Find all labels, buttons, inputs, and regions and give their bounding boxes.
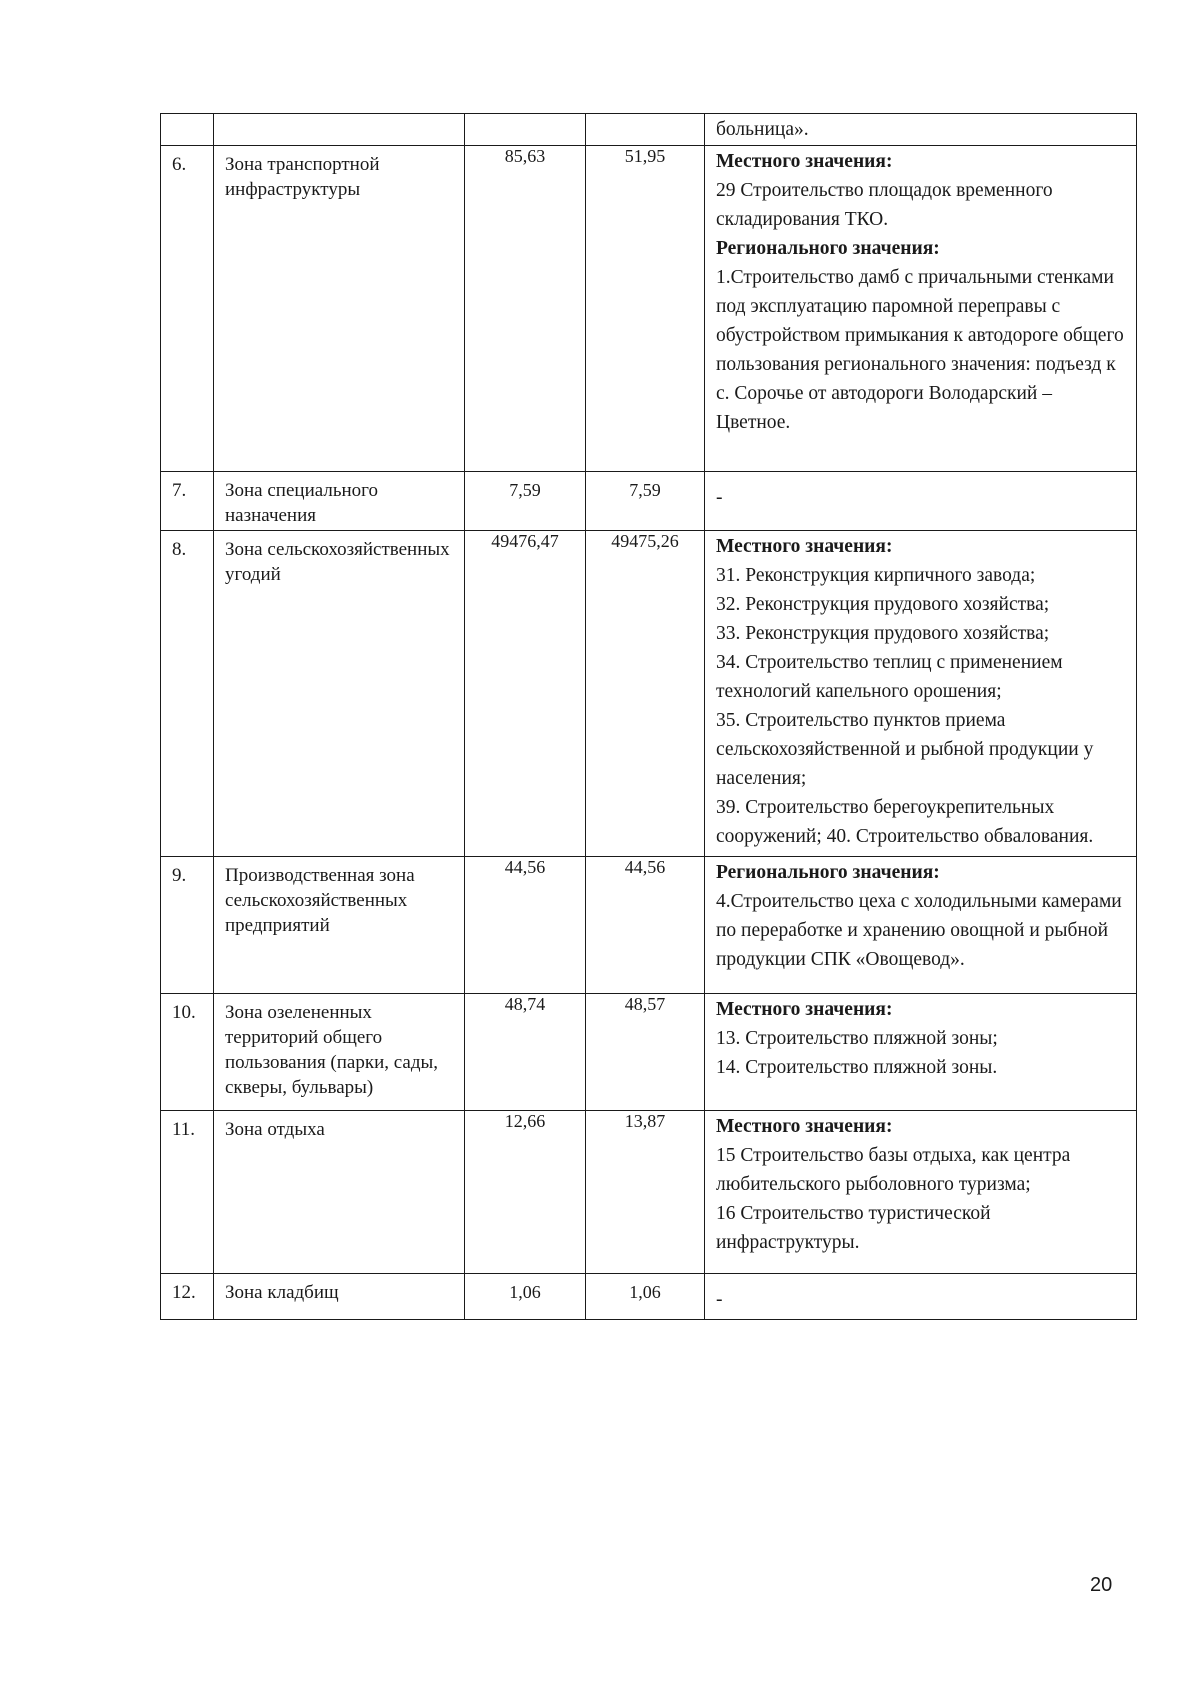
significance-header: Местного значения: bbox=[716, 999, 893, 1020]
activity-item: 33. Реконструкция прудового хозяйства; bbox=[716, 623, 1050, 644]
table-row bbox=[161, 1111, 1137, 1274]
zone-name-cell bbox=[214, 472, 465, 531]
area-planned: 51,95 bbox=[624, 146, 666, 166]
zone-name-cell bbox=[214, 857, 465, 994]
area-planned: 49475,26 bbox=[611, 531, 679, 551]
significance-header: Местного значения: bbox=[716, 151, 893, 172]
row-number: 10. bbox=[172, 1002, 196, 1023]
area-existing-cell bbox=[465, 114, 586, 146]
row-number-cell bbox=[161, 1111, 214, 1274]
zone-name-cell bbox=[214, 114, 465, 146]
activities-list bbox=[705, 994, 1136, 1083]
zone-name: Зона специального назначения bbox=[225, 480, 378, 526]
zones-table-body bbox=[161, 114, 1137, 1320]
zone-name-cell bbox=[214, 146, 465, 472]
activity-item: 35. Строительство пунктов приема сельскохозяйственной и рыбной продукции у населения; bbox=[716, 710, 1094, 789]
zones-table bbox=[160, 113, 1137, 1320]
area-planned: 7,59 bbox=[629, 480, 661, 500]
activity-item: 1.Строительство дамб с причальными стенками под эксплуатацию паромной переправы с обустройством примыкания к автодороге общего пользования регионального значения: подъезд к с. Сорочье от автодороги Володарский – Цветное. bbox=[716, 267, 1124, 433]
area-existing: 12,66 bbox=[504, 1111, 546, 1131]
row-number-cell bbox=[161, 857, 214, 994]
row-number: 11. bbox=[172, 1119, 196, 1140]
table-row bbox=[161, 857, 1137, 994]
zone-name bbox=[214, 114, 464, 122]
significance-header: Регионального значения: bbox=[716, 238, 940, 259]
row-number-cell bbox=[161, 114, 214, 146]
row-number-cell bbox=[161, 1274, 214, 1320]
area-planned-cell bbox=[586, 857, 705, 994]
area-existing-cell bbox=[465, 1111, 586, 1274]
area-planned-cell bbox=[586, 531, 705, 857]
area-planned-cell bbox=[586, 994, 705, 1111]
row-number-cell bbox=[161, 994, 214, 1111]
activity-item: 34. Строительство теплиц с применением технологий капельного орошения; bbox=[716, 652, 1063, 702]
area-planned-cell bbox=[586, 1111, 705, 1274]
row-number-cell bbox=[161, 531, 214, 857]
activities-list bbox=[705, 531, 1136, 852]
zone-name: Зона сельскохозяйственных угодий bbox=[225, 539, 450, 585]
area-planned-cell bbox=[586, 146, 705, 472]
activities-cell bbox=[705, 857, 1137, 994]
activities-cell bbox=[705, 531, 1137, 857]
area-existing: 44,56 bbox=[504, 857, 546, 877]
activity-item: 32. Реконструкция прудового хозяйства; bbox=[716, 594, 1050, 615]
area-existing-cell bbox=[465, 472, 586, 531]
significance-header: Местного значения: bbox=[716, 536, 893, 557]
activities-cell bbox=[705, 994, 1137, 1111]
row-number-cell bbox=[161, 472, 214, 531]
activities-cell bbox=[705, 1274, 1137, 1320]
activity-item: 13. Строительство пляжной зоны; bbox=[716, 1028, 998, 1049]
activities-cell bbox=[705, 1111, 1137, 1274]
area-existing: 49476,47 bbox=[491, 531, 559, 551]
activity-item: 39. Строительство берегоукрепительных сооружений; 40. Строительство обвалования. bbox=[716, 797, 1094, 847]
area-planned: 48,57 bbox=[624, 994, 666, 1014]
row-number: 8. bbox=[172, 539, 187, 560]
area-planned-cell bbox=[586, 114, 705, 146]
document-page bbox=[160, 113, 1131, 1320]
area-planned-cell bbox=[586, 1274, 705, 1320]
table-row bbox=[161, 994, 1137, 1111]
activity-item: 29 Строительство площадок временного складирования ТКО. bbox=[716, 180, 1053, 230]
activities-cell bbox=[705, 146, 1137, 472]
zone-name: Зона отдыха bbox=[225, 1119, 325, 1140]
row-number-cell bbox=[161, 146, 214, 472]
activities-list bbox=[705, 1274, 1136, 1315]
area-existing-cell bbox=[465, 531, 586, 857]
zone-name-cell bbox=[214, 1274, 465, 1320]
area-existing-cell bbox=[465, 1274, 586, 1320]
page-number: 20 bbox=[1090, 1574, 1113, 1596]
activities-list bbox=[705, 1111, 1136, 1258]
area-planned: 13,87 bbox=[624, 1111, 666, 1131]
table-row bbox=[161, 146, 1137, 472]
activities-list bbox=[705, 146, 1136, 438]
area-existing: 48,74 bbox=[504, 994, 546, 1014]
activities-list bbox=[705, 857, 1136, 975]
area-existing: 1,06 bbox=[509, 1282, 541, 1302]
table-row bbox=[161, 114, 1137, 146]
zone-name: Зона кладбищ bbox=[225, 1282, 339, 1303]
zone-name: Зона транспортной инфраструктуры bbox=[225, 154, 380, 200]
row-number: 6. bbox=[172, 154, 187, 175]
area-existing-cell bbox=[465, 146, 586, 472]
empty-dash: - bbox=[716, 487, 723, 508]
row-number bbox=[161, 114, 213, 120]
row-number: 9. bbox=[172, 865, 187, 886]
area-existing: 85,63 bbox=[504, 146, 546, 166]
activity-item: 16 Строительство туристической инфраструктуры. bbox=[716, 1203, 991, 1253]
activity-item: 4.Строительство цеха с холодильными камерами по переработке и хранению овощной и рыбной продукции СПК «Овощевод». bbox=[716, 891, 1122, 970]
area-planned-cell bbox=[586, 472, 705, 531]
activities-list bbox=[705, 472, 1136, 513]
area-existing-cell bbox=[465, 994, 586, 1111]
activities-cell bbox=[705, 472, 1137, 531]
significance-header: Регионального значения: bbox=[716, 862, 940, 883]
zone-name: Зона озелененных территорий общего пользования (парки, сады, скверы, бульвары) bbox=[225, 1002, 439, 1098]
activities-list bbox=[705, 114, 1136, 145]
table-row bbox=[161, 531, 1137, 857]
area-existing: 7,59 bbox=[509, 480, 541, 500]
activity-item: 15 Строительство базы отдыха, как центра любительского рыболовного туризма; bbox=[716, 1145, 1071, 1195]
activity-item: больница». bbox=[716, 119, 809, 140]
row-number: 7. bbox=[172, 480, 187, 501]
zone-name-cell bbox=[214, 531, 465, 857]
activity-item: 31. Реконструкция кирпичного завода; bbox=[716, 565, 1036, 586]
zone-name-cell bbox=[214, 994, 465, 1111]
row-number: 12. bbox=[172, 1282, 196, 1303]
activity-item: 14. Строительство пляжной зоны. bbox=[716, 1057, 998, 1078]
table-row bbox=[161, 472, 1137, 531]
activities-cell bbox=[705, 114, 1137, 146]
area-existing-cell bbox=[465, 857, 586, 994]
area-planned: 44,56 bbox=[624, 857, 666, 877]
table-row bbox=[161, 1274, 1137, 1320]
zone-name-cell bbox=[214, 1111, 465, 1274]
area-planned: 1,06 bbox=[629, 1282, 661, 1302]
empty-dash: - bbox=[716, 1289, 723, 1310]
zone-name: Производственная зона сельскохозяйственных предприятий bbox=[225, 865, 415, 936]
significance-header: Местного значения: bbox=[716, 1116, 893, 1137]
